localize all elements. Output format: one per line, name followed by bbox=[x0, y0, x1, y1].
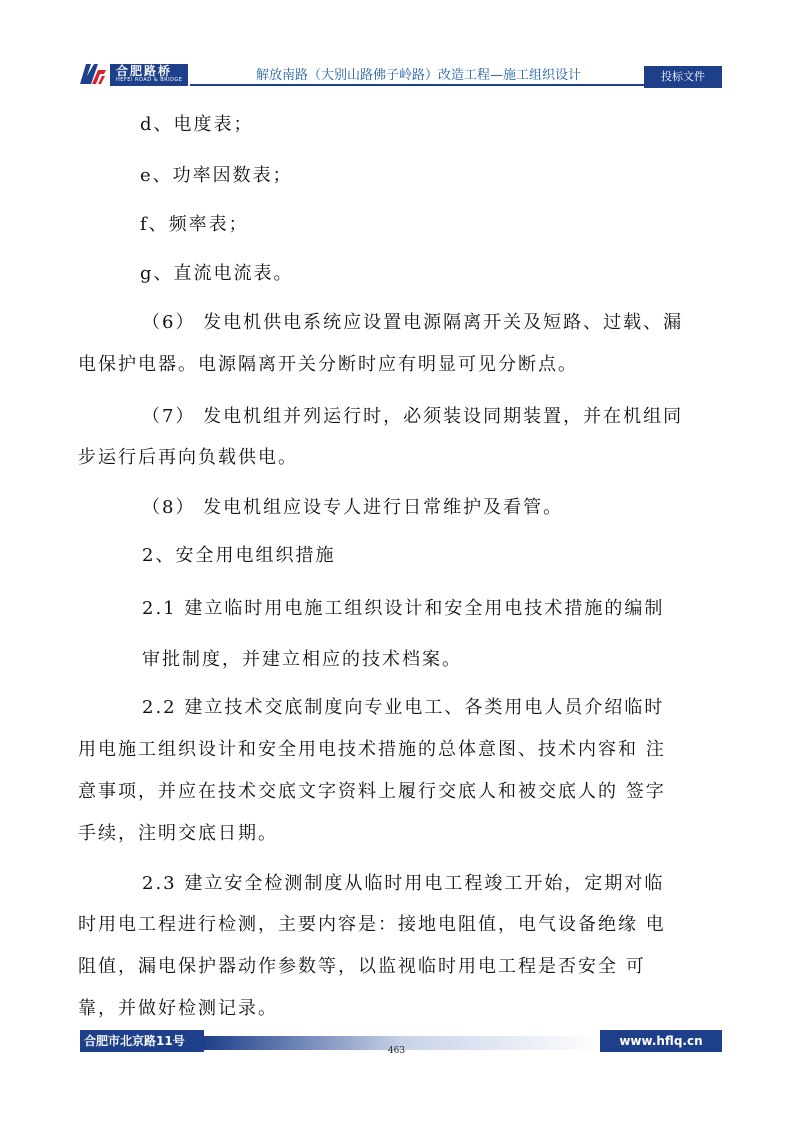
text-line: 2.3 建立安全检测制度从临时用电工程竣工开始，定期对临 bbox=[142, 873, 665, 894]
text-line: e、功率因数表； bbox=[140, 165, 293, 186]
page-number: 463 bbox=[387, 1046, 406, 1056]
text-line: 手续，注明交底日期。 bbox=[78, 823, 278, 844]
text-line: g、直流电流表。 bbox=[140, 263, 294, 284]
logo-english-text: HEFEI ROAD & BRIDGE bbox=[116, 77, 183, 83]
footer-website: www.hflq.cn bbox=[600, 1030, 722, 1052]
text-line: 靠，并做好检测记录。 bbox=[78, 998, 278, 1019]
text-line: （7） 发电机组并列运行时，必须装设同期装置，并在机组同 bbox=[142, 406, 684, 427]
page-header bbox=[78, 60, 722, 88]
document-type-badge: 投标文件 bbox=[644, 66, 722, 88]
text-line: 2.2 建立技术交底制度向专业电工、各类用电人员介绍临时 bbox=[142, 697, 665, 718]
text-line: 时用电工程进行检测，主要内容是：接地电阻值，电气设备绝缘 电 bbox=[78, 914, 666, 935]
document-title: 解放南路（大别山路佛子岭路）改造工程—施工组织设计 bbox=[256, 68, 582, 83]
text-line: 步运行后再向负载供电。 bbox=[78, 447, 298, 468]
company-logo-icon bbox=[78, 62, 108, 86]
footer-address: 合肥市北京路11号 bbox=[80, 1030, 204, 1052]
text-line: 2.1 建立临时用电施工组织设计和安全用电技术措施的编制 bbox=[142, 598, 665, 619]
logo-chinese-text: 合肥路桥 bbox=[116, 64, 173, 78]
section-heading: 2、安全用电组织措施 bbox=[142, 545, 336, 566]
text-line: 电保护电器。电源隔离开关分断时应有明显可见分断点。 bbox=[78, 354, 578, 375]
text-line: 用电施工组织设计和安全用电技术措施的总体意图、技术内容和 注 bbox=[78, 739, 666, 760]
text-line: f、频率表； bbox=[140, 214, 249, 235]
header-divider bbox=[190, 84, 710, 86]
text-line: d、电度表； bbox=[140, 114, 254, 135]
text-line: 意事项，并应在技术交底文字资料上履行交底人和被交底人的 签字 bbox=[78, 781, 666, 802]
text-line: 审批制度，并建立相应的技术档案。 bbox=[142, 649, 462, 670]
company-logo bbox=[110, 64, 188, 86]
text-line: （6） 发电机供电系统应设置电源隔离开关及短路、过载、漏 bbox=[142, 312, 684, 333]
text-line: （8） 发电机组应设专人进行日常维护及看管。 bbox=[142, 497, 564, 518]
text-line: 阻值，漏电保护器动作参数等，以监视临时用电工程是否安全 可 bbox=[78, 956, 646, 977]
